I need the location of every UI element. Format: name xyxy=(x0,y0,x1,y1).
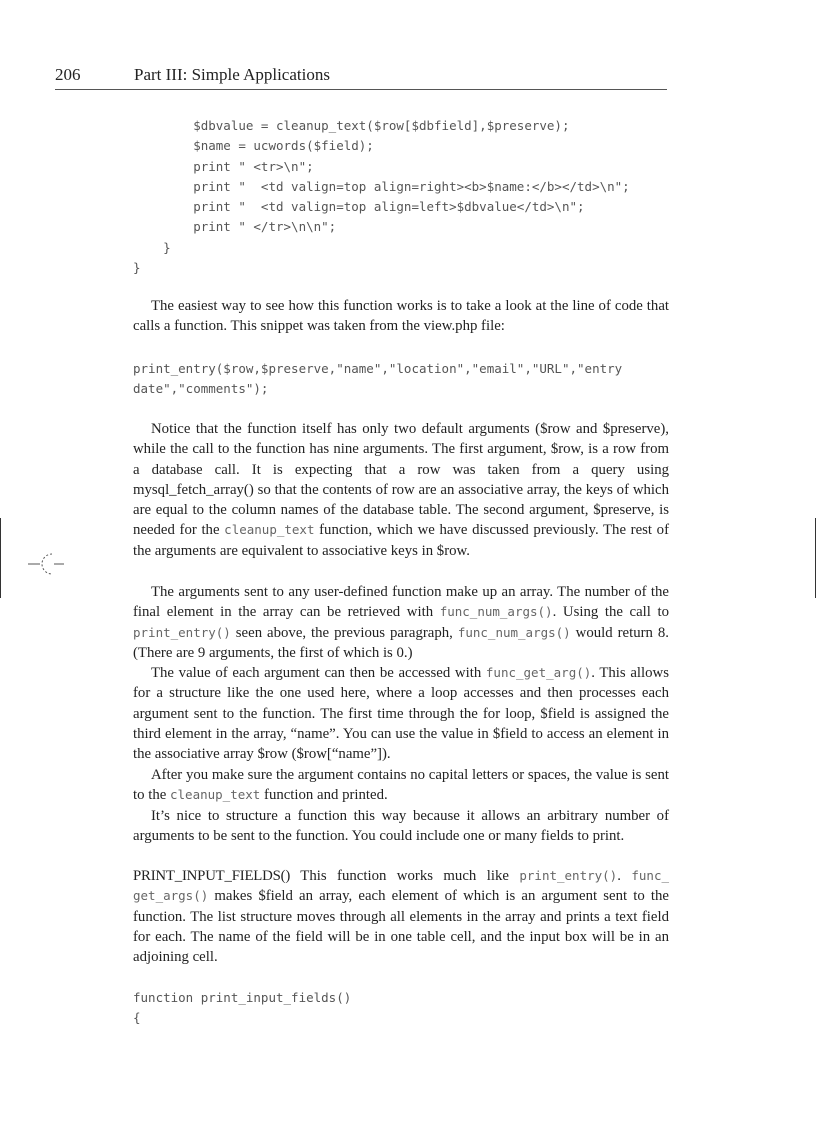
paragraph-intro: The easiest way to see how this function works is to take a look at the line of code that calls a function. This snippet was taken from the view.php file: xyxy=(133,298,669,335)
code-line: } xyxy=(133,260,141,276)
text-run: seen above, the previous paragraph, xyxy=(230,624,458,641)
code-line: print " <td valign=top align=left>$dbvalue</td>\n"; xyxy=(133,199,585,215)
text-run: would return 8. (There are 9 arguments, the first of which is 0.) xyxy=(133,624,669,661)
inline-code: func_num_args() xyxy=(457,624,571,640)
paragraph-func-get-arg xyxy=(133,663,669,764)
page-header xyxy=(55,63,667,90)
paragraph-func-num-args xyxy=(133,582,669,663)
code-line: function print_input_fields() xyxy=(133,990,352,1005)
code-line: print " </tr>\n\n"; xyxy=(133,219,337,235)
paragraph-print-input-fields xyxy=(133,866,669,967)
paragraph-structure: It’s nice to structure a function this way because it allows an arbitrary number of arguments to be sent to the function. You could include one or many fields to print. xyxy=(133,808,669,845)
code-line: { xyxy=(133,1010,141,1026)
code-line: print " <tr>\n"; xyxy=(133,158,314,174)
text-run: The value of each argument can then be accessed with xyxy=(151,665,486,681)
text-run: After you make sure the argument contains no capital letters or spaces, the value is sent to the xyxy=(133,767,669,804)
text-run: . xyxy=(617,868,632,884)
code-line: } xyxy=(133,239,171,255)
inline-code: print_entry() xyxy=(133,624,231,640)
text-run: function and printed. xyxy=(260,787,388,804)
inline-code: func_num_args() xyxy=(439,604,553,620)
inline-code: cleanup_text xyxy=(224,522,315,538)
text-run: function, which we have discussed previously. The rest of the arguments are equivalent to associative keys in $row. xyxy=(133,522,670,559)
inline-code: print_entry() xyxy=(519,868,618,883)
text-run: makes $field an array, each element of which is an argument sent to the function. The list structure moves through all elements in the array and prints a text field for each. The name of the field will be in one table cell, and the input box will be in an adjoining cell. xyxy=(133,888,669,966)
code-line: $name = ucwords($field); xyxy=(133,138,374,154)
inline-code: func_ get_args() xyxy=(133,868,670,904)
paragraph-arguments xyxy=(133,419,669,561)
paragraph-cleanup xyxy=(133,765,669,806)
text-run: This function works much like xyxy=(290,868,520,884)
text-run: Notice that the function itself has only two default arguments ($row and $preserve), while the call to the function has nine arguments. The first argument, $row, is a row from a database call. It is expecting that a row was taken from a query using mysql_fetch_array() so that the contents of row are an associative array, the keys of which are equal to the column names of the database table. The second argument, $preserve, is needed for the xyxy=(133,421,669,539)
crop-mark-left xyxy=(0,518,1,598)
running-head: Part III: Simple Applications xyxy=(134,65,330,84)
code-line: print_entry($row,$preserve,"name","location","email","URL","entry xyxy=(133,361,623,376)
text-run: . This allows for a structure like the one used here, where a loop accesses and then processes each argument sent to the function. The first time through the for loop, $field is assigned the third element in the array, “name”. You can use the value in $field to access an element in the associative array $row ($row[“name”]). xyxy=(133,665,669,763)
code-block-bottom xyxy=(133,988,351,1029)
registration-mark-icon xyxy=(20,548,70,578)
code-block-call xyxy=(133,359,622,400)
code-line: $dbvalue = cleanup_text($row[$dbfield],$preserve); xyxy=(133,118,570,133)
code-line: date","comments"); xyxy=(133,381,269,397)
text-run: The arguments sent to any user-defined function make up an array. The number of the final element in the array can be retrieved with xyxy=(133,584,669,621)
text-run: . Using the call to xyxy=(552,604,669,621)
code-line: print " <td valign=top align=right><b>$name:</b></td>\n"; xyxy=(133,178,630,194)
inline-code: cleanup_text xyxy=(170,787,261,803)
run-in-head: PRINT_INPUT_FIELDS() xyxy=(133,868,291,884)
code-block-top xyxy=(133,116,630,278)
inline-code: func_get_arg() xyxy=(485,665,592,680)
page-number: 206 xyxy=(55,65,81,84)
